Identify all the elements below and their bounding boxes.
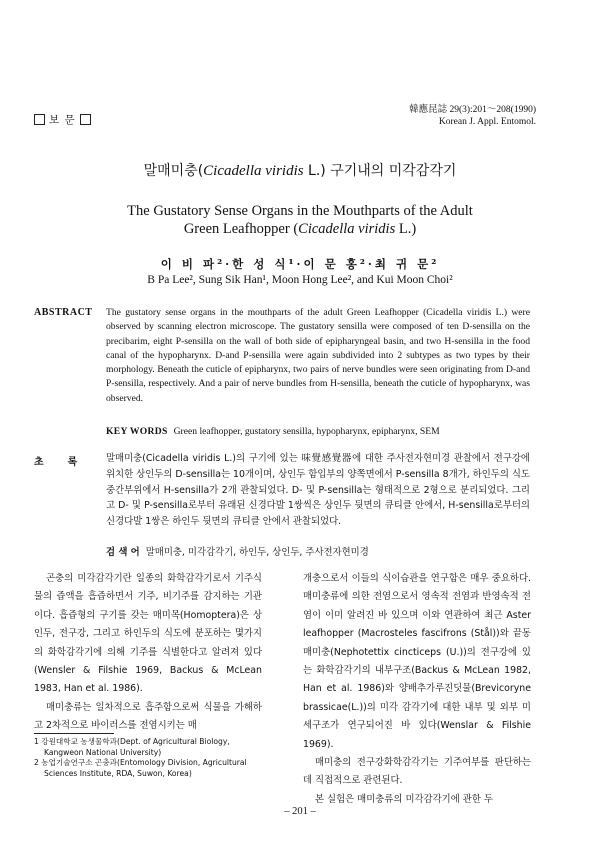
checkbox-right-icon: [80, 114, 91, 125]
report-type: [34, 112, 91, 127]
keywords: [106, 426, 440, 437]
korean-title-prefix: 말매미충(: [143, 163, 204, 179]
korean-keywords-text: 말매미충, 미각감각기, 하인두, 상인두, 주사전자현미경: [145, 547, 369, 558]
footnote-1: 1 강원대학교 농생물학과(Dept. of Agricultural Biology, Kangweon National University): [34, 737, 230, 757]
journal-line-1: 韓應昆誌 29(3):201～208(1990): [409, 105, 536, 115]
body-right-column: [303, 570, 531, 809]
footnote-divider: [34, 733, 114, 734]
footnotes: [34, 737, 266, 779]
abstract-label: ABSTRACT: [34, 307, 93, 318]
body-paragraph: 곤충의 미각감각기란 일종의 화학감각기로서 기주식물의 즙액을 흡즙하면서 기주, 비기주를 감지하는 기관이다. 흡즙형의 구기를 갖는 매미목(Homoptera)은 상인두, 전구강, 그리고 하인두의 식도에 분포하는 몇가지의 화학감각기에 의해 기주를 식별한다고 알려져 있다(Wensler & Filshie 1969, Backus & McLean 1983, Han et al. 1986).: [34, 573, 262, 695]
keywords-label: KEY WORDS: [106, 426, 168, 437]
korean-keywords: [106, 544, 369, 558]
korean-authors: 이 비 파²·한 성 식¹·이 문 홍²·최 귀 문²: [160, 257, 440, 271]
korean-abstract-label-1: 초: [34, 457, 46, 468]
body-paragraph: 본 실험은 매미충류의 미각감각기에 관한 두: [315, 793, 493, 805]
report-type-label: 보 문: [49, 114, 76, 126]
english-title-prefix: Green Leafhopper (: [183, 221, 299, 237]
footnote-2: 2 농업기술연구소 곤충과(Entomology Division, Agricultural Sciences Institute, RDA, Suwon, Korea): [34, 758, 247, 778]
korean-keywords-label: 검 색 어: [106, 547, 140, 558]
korean-title: [0, 160, 600, 180]
korean-abstract-label-2: 록: [67, 457, 80, 468]
english-authors: B Pa Lee², Sung Sik Han¹, Moon Hong Lee², and Kui Moon Choi²: [147, 274, 453, 286]
journal-line-2: Korean J. Appl. Entomol.: [438, 117, 536, 127]
body-paragraph: 매미충의 전구강화학감각기는 기주여부를 판단하는데 직접적으로 관련된다.: [303, 757, 531, 787]
page-number: – 201 –: [284, 806, 316, 817]
english-title-line-2: [0, 220, 600, 238]
body-paragraph: 개충으로서 이들의 식이습관을 연구함은 매우 중요하다. 매미충류에 의한 전염으로서 영속적 전염과 반영속적 전염이 이미 알려진 바 있으며 이와 연관하여 최근 Aster leafhopper (Macrosteles fascifrons (Stål))와 끝동매미충(Nephotettix cincticeps (U.))의 전구강에 있는 화학감각기의 내부구조(Backus & McLean 1982, Han et al. 1986)와 양배추가루진딧물(Brevicoryne brassicae(L.))의 미각 감각기에 대한 내부 및 외부 미세구조가 연구되어진 바 있다(Wenslar & Filshie 1969).: [303, 573, 531, 750]
korean-abstract-text: 말매미충(Cicadella viridis L.)의 구기에 있는 味覺感覺器에 대한 주사전자현미경 관찰에서 전구강에 위치한 상인두의 D-sensilla는 10개이며, 상인두 함입부의 양쪽면에서 P-sensilla 8개가, 하인두의 식도 중간부위에서 H-sensilla가 2개 관찰되었다. D- 및 P-sensilla는 형태적으로 2형으로 분리되었다. 그리고 D- 및 P-sensilla로부터 유래된 신경다발 1쌍씩은 상인두 뒷면의 큐티클 안에서, H-sensilla로부터의 신경다발 1쌍은 하인두 뒷면의 큐티클 안에서 관찰되었다.: [106, 453, 530, 528]
keywords-text: Green leafhopper, gustatory sensilla, hypopharynx, epipharynx, SEM: [173, 426, 440, 437]
english-title-species: Cicadella viridis: [298, 221, 396, 237]
english-title-line-1: The Gustatory Sense Organs in the Mouthparts of the Adult: [127, 203, 473, 219]
checkbox-left-icon: [34, 114, 45, 125]
body-paragraph: 매미충류는 일차적으로 흡주함으로써 식물을 가해하고 2차적으로 바이러스를 전염시키는 매: [34, 701, 262, 732]
journal-citation: [409, 104, 536, 128]
english-title: [0, 202, 600, 238]
body-left-column: [34, 570, 262, 736]
english-title-suffix: L.): [395, 221, 417, 237]
korean-title-suffix: L.) 구기내의 미각감각기: [303, 163, 457, 179]
korean-title-species: Cicadella viridis: [203, 163, 304, 179]
korean-abstract-label: [34, 453, 101, 468]
abstract-text: The gustatory sense organs in the mouthparts of the adult Green Leafhopper (Cicadella viridis L.) were observed by scanning electron microscope. The gustatory sensilla were composed of ten D-sensilla on the precibarim, eight P-sensilla on the wall of both side of epipharyngeal basin, and two H-sensilla in the food canal of the hypopharynx. D-and P-sensilla were again subdivided into 2 subtypes as two types by their morphology. Beneath the cuticle of epipharynx, two pairs of nerve bundles were seen originating from D-and P-sensilla, respectively. And a pair of nerve bundles from H-sensilla, beneath the cuticle of hypopharynx, was observed.: [106, 307, 530, 404]
